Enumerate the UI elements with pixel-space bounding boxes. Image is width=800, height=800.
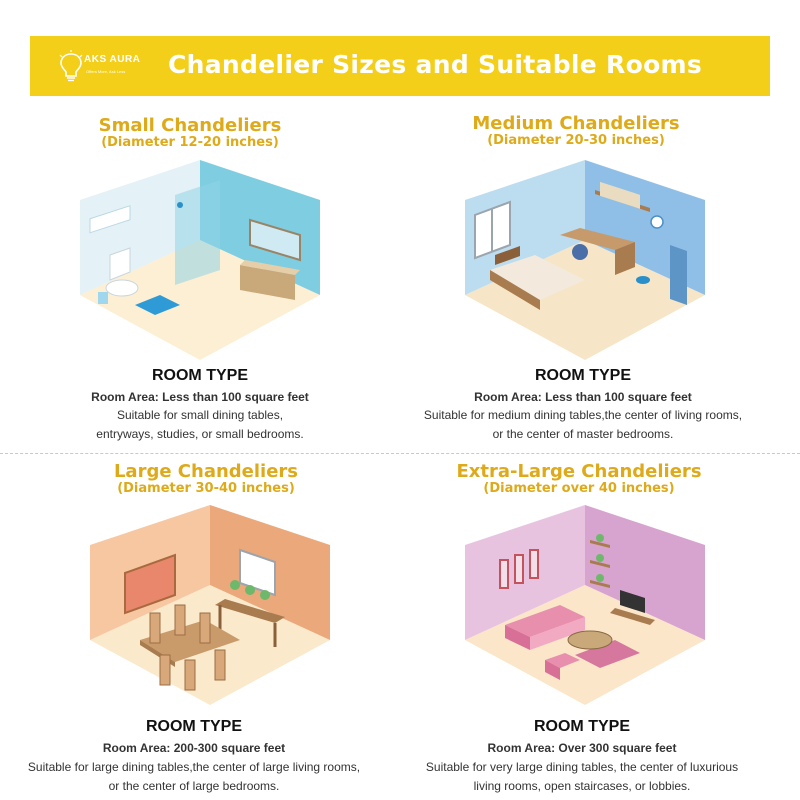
room-type-label: ROOM TYPE — [145, 718, 242, 735]
room-type-label: ROOM TYPE — [151, 367, 248, 384]
description-line: living rooms, open staircases, or lobbies. — [473, 779, 691, 793]
room-area: Room Area: Less than 100 square feet — [91, 390, 309, 404]
room-description — [0, 758, 394, 796]
page-title: Chandelier Sizes and Suitable Rooms — [168, 50, 703, 79]
small-chandeliers-diameter: (Diameter 12-20 inches) — [101, 135, 279, 150]
description-line: or the center of master bedrooms. — [492, 427, 674, 441]
description-line: Suitable for medium dining tables,the center of living rooms, — [423, 408, 743, 422]
section-divider — [0, 453, 800, 454]
description-line: Suitable for very large dining tables, the center of luxurious — [425, 760, 739, 774]
room-type-label: ROOM TYPE — [534, 367, 631, 384]
dining-room-illustration — [90, 505, 330, 705]
description-line: or the center of large bedrooms. — [108, 779, 280, 793]
logo-tagline: Offers More, Ask Less — [86, 69, 126, 74]
medium-chandeliers-diameter: (Diameter 20-30 inches) — [487, 133, 665, 148]
medium-chandeliers-title: Medium Chandeliers — [472, 113, 680, 134]
lightbulb-icon — [58, 50, 84, 84]
room-type-label: ROOM TYPE — [533, 718, 630, 735]
extra-large-chandeliers-title: Extra-Large Chandeliers — [456, 461, 702, 482]
room-description — [0, 406, 400, 444]
room-description — [382, 758, 782, 796]
description-line: Suitable for small dining tables, — [116, 408, 284, 422]
extra-large-chandeliers-diameter: (Diameter over 40 inches) — [483, 481, 675, 496]
living-room-illustration — [465, 505, 705, 705]
logo-name: AKS AURA — [84, 54, 141, 65]
room-area: Room Area: 200-300 square feet — [102, 741, 286, 755]
room-description — [383, 406, 783, 444]
large-chandeliers-diameter: (Diameter 30-40 inches) — [117, 481, 295, 496]
large-chandeliers-title: Large Chandeliers — [113, 461, 299, 482]
bathroom-illustration — [80, 160, 320, 360]
description-line: Suitable for large dining tables,the center of large living rooms, — [27, 760, 361, 774]
description-line: entryways, studies, or small bedrooms. — [96, 427, 304, 441]
room-area: Room Area: Less than 100 square feet — [474, 390, 692, 404]
small-chandeliers-title: Small Chandeliers — [98, 115, 282, 136]
room-area: Room Area: Over 300 square feet — [487, 741, 677, 755]
study-bedroom-illustration — [465, 160, 705, 360]
brand-logo — [58, 48, 158, 88]
